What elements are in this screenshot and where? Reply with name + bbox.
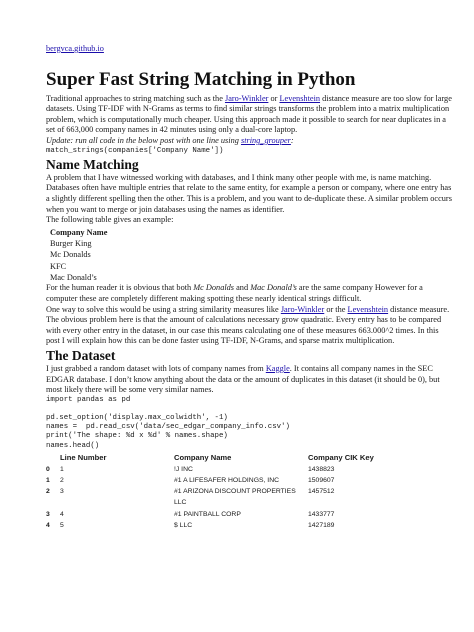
name-matching-heading: Name Matching — [46, 156, 139, 172]
dataset-paragraph — [46, 364, 454, 396]
company-names-table — [46, 227, 454, 284]
p4-text-a: One way to solve this would be using a string similarity measures like — [46, 304, 281, 314]
dataset-heading: The Dataset — [46, 347, 116, 363]
company-name-header: Company Name — [174, 452, 232, 462]
table-row — [46, 464, 374, 475]
row-index: 3 — [46, 510, 50, 518]
dataset-text-a: I just grabbed a random dataset with lots of company names from — [46, 363, 266, 373]
line-number-header: Line Number — [60, 452, 107, 462]
update-text-a: Update: run all code in the below post with one line using — [46, 135, 241, 145]
row-index: 1 — [46, 476, 50, 484]
company-name-cell: #1 ARIZONA DISCOUNT PROPERTIES LLC — [174, 488, 296, 507]
name-matching-paragraph-3 — [46, 283, 454, 304]
jaro-winkler-link[interactable]: Jaro-Winkler — [280, 304, 325, 314]
table-row: Burger King — [50, 238, 92, 248]
name-matching-paragraph-4 — [46, 305, 454, 347]
site-link[interactable]: bergvca.github.io — [46, 44, 104, 53]
p3-emphasis-2: Mac Donald’s — [250, 283, 297, 293]
name-matching-paragraph-2: The following table gives an example: — [46, 215, 174, 225]
row-index: 2 — [46, 488, 50, 496]
levenshtein-link[interactable]: Levenshtein — [279, 93, 321, 103]
code-read-csv: pd.set_option('display.max_colwidth', -1) names = pd.read_csv('data/sec_edgar_company_info.csv') print('The shape: %d x %d' % names.shape) names.head() — [46, 413, 290, 450]
company-cik-cell: 1433777 — [308, 510, 335, 518]
p3-text-a: For the human reader it is obvious that both — [46, 283, 194, 293]
code-spacer — [46, 405, 454, 414]
intro-text-b: or — [268, 93, 280, 103]
intro-text-a: Traditional approaches to string matching such as the — [46, 93, 225, 103]
row-index: 0 — [46, 465, 50, 473]
code-import: import pandas as pd — [46, 395, 131, 404]
table-row: KFC — [50, 261, 67, 271]
line-number-cell: 4 — [60, 510, 64, 518]
table-header: Company Name — [50, 227, 108, 237]
table-row — [46, 475, 374, 486]
index-header — [46, 451, 60, 464]
company-cik-cell: 1427189 — [308, 521, 335, 529]
p3-text-b: and — [234, 283, 251, 293]
table-row: Mac Donald’s — [50, 272, 97, 282]
p4-text-b: or the — [324, 304, 348, 314]
table-row — [46, 520, 374, 531]
table-row — [46, 509, 374, 520]
p3-text-c: are the same company However for a computer these are completely different making spotting these nearly identical strings difficult. — [46, 283, 423, 303]
company-cik-header: Company CIK Key — [308, 452, 374, 462]
p3-emphasis-1: Mc Donalds — [193, 283, 235, 293]
company-cik-cell: 1457512 — [308, 488, 335, 496]
company-name-cell: $ LLC — [174, 521, 193, 529]
company-name-cell: #1 A LIFESAFER HOLDINGS, INC — [174, 476, 280, 484]
page-title: Super Fast String Matching in Python — [46, 68, 356, 90]
intro-paragraph — [46, 94, 454, 136]
update-text-b: : — [290, 135, 294, 145]
dataframe-header-row — [46, 451, 374, 464]
update-code: match_strings(companies['Company Name']) — [46, 146, 224, 155]
table-row — [46, 486, 374, 508]
company-cik-cell: 1438823 — [308, 465, 335, 473]
intro-text-c: distance measure are too slow for large datasets. Using TF-IDF with N-Grams as terms to find similar strings transforms the problem into a matrix multiplication problem, which is computationally much cheaper. Using this approach made it possible to search for near duplicates in a set of 663,000 company names in 42 minutes using only a dual-core laptop. — [46, 93, 452, 135]
dataset-text-b: . It contains all company names in the SEC EDGAR database. I don’t know anything about the data or the amount of duplicates in this dataset (it should be 0), but most likely there will be some very similar names. — [46, 363, 440, 395]
name-matching-paragraph-1: A problem that I have witnessed working with databases, and I think many other people with me, is name matching. Databases often have multiple entries that relate to the same entity, for example a person or company, where one entry has a slightly different spelling then the other. This is a problem, and you want to de-duplicate these. A similar problem occurs when you want to merge or join databases using the names as identifier. — [46, 172, 452, 214]
company-name-cell: #1 PAINTBALL CORP — [174, 510, 241, 518]
kaggle-link[interactable]: Kaggle — [265, 363, 290, 373]
p4-text-c: distance measure. The obvious problem here is that the amount of calculations necessary grow quadratic. Every entry has to be compared with every other entry in the dataset, in our case this means calculating one of these measures 663.000^2 times. In this post I will explain how this can be done faster using TF-IDF, N-Grams, and sparse matrix multiplication. — [46, 304, 450, 346]
string-grouper-link[interactable]: string_grouper — [240, 135, 291, 145]
levenshtein-link[interactable]: Levenshtein — [347, 304, 389, 314]
table-row: Mc Donalds — [50, 250, 91, 260]
company-name-cell: !J INC — [174, 465, 193, 473]
line-number-cell: 2 — [60, 476, 64, 484]
jaro-winkler-link[interactable]: Jaro-Winkler — [224, 93, 269, 103]
dataframe-table — [46, 451, 374, 531]
line-number-cell: 3 — [60, 488, 64, 496]
line-number-cell: 5 — [60, 521, 64, 529]
line-number-cell: 1 — [60, 465, 64, 473]
update-note — [46, 136, 454, 147]
row-index: 4 — [46, 521, 50, 529]
company-cik-cell: 1509607 — [308, 476, 335, 484]
